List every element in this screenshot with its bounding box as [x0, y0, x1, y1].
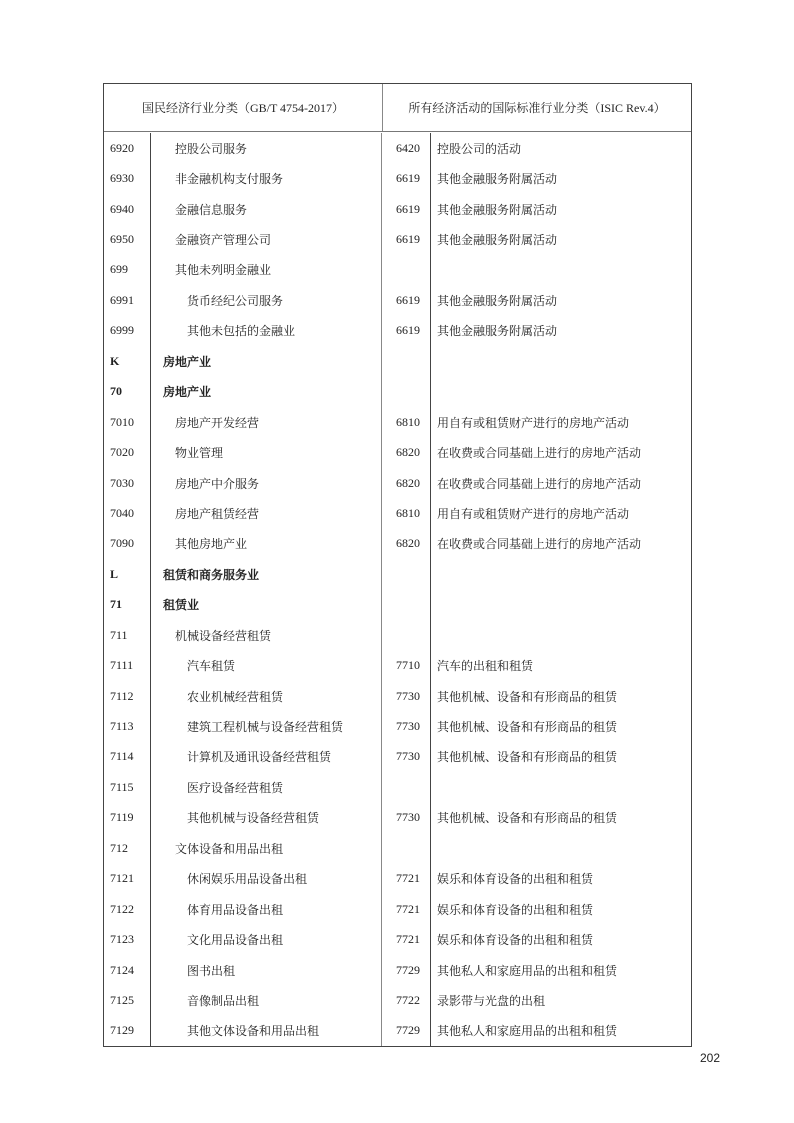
- table-row: [104, 864, 691, 894]
- gbt-name: 其他未包括的金融业: [151, 316, 382, 346]
- isic-description: 在收费或合同基础上进行的房地产活动: [437, 446, 642, 461]
- isic-description: 其他机械、设备和有形商品的租赁: [437, 811, 618, 826]
- table-row: [104, 194, 691, 224]
- isic-code: [382, 590, 431, 620]
- gbt-name: 金融信息服务: [151, 194, 382, 224]
- gbt-code: 7123: [104, 924, 151, 954]
- table-row: [104, 437, 691, 467]
- isic-code: 6820: [382, 468, 431, 498]
- gbt-name: 汽车租赁: [151, 650, 382, 680]
- isic-description: [431, 377, 691, 407]
- table-row: [104, 590, 691, 620]
- table-row: [104, 316, 691, 346]
- gbt-code: L: [104, 559, 151, 589]
- isic-code: 7730: [382, 742, 431, 772]
- isic-code: 6619: [382, 316, 431, 346]
- gbt-code: 71: [104, 590, 151, 620]
- isic-code: 7721: [382, 924, 431, 954]
- isic-description: 在收费或合同基础上进行的房地产活动: [437, 537, 642, 552]
- isic-code: [382, 833, 431, 863]
- gbt-name: 货币经纪公司服务: [151, 285, 382, 315]
- isic-code: 6420: [382, 133, 431, 163]
- isic-code: 6810: [382, 407, 431, 437]
- gbt-code: 6950: [104, 224, 151, 254]
- table-row: [104, 377, 691, 407]
- table-header: [104, 84, 691, 132]
- gbt-code: 7040: [104, 498, 151, 528]
- header-isic: 所有经济活动的国际标准行业分类（ISIC Rev.4）: [408, 101, 666, 115]
- gbt-code: 6999: [104, 316, 151, 346]
- page-number: 202: [700, 1051, 721, 1065]
- gbt-code: 6930: [104, 163, 151, 193]
- gbt-code: 7121: [104, 864, 151, 894]
- gbt-code: 7090: [104, 529, 151, 559]
- isic-description: 其他机械、设备和有形商品的租赁: [437, 689, 618, 704]
- isic-description: 其他金融服务附属活动: [437, 202, 558, 217]
- isic-code: 7730: [382, 681, 431, 711]
- isic-description: [431, 346, 691, 376]
- gbt-code: 6920: [104, 133, 151, 163]
- table-row: [104, 468, 691, 498]
- table-row: [104, 346, 691, 376]
- isic-code: 6820: [382, 529, 431, 559]
- isic-description: 在收费或合同基础上进行的房地产活动: [437, 476, 642, 491]
- table-row: [104, 803, 691, 833]
- gbt-code: 7125: [104, 985, 151, 1015]
- table-row: [104, 924, 691, 954]
- isic-description: 录影带与光盘的出租: [437, 993, 546, 1008]
- isic-code: [382, 255, 431, 285]
- table-row: [104, 955, 691, 985]
- isic-description: [431, 620, 691, 650]
- table-row: [104, 529, 691, 559]
- isic-description: [431, 772, 691, 802]
- gbt-name: 房地产租赁经营: [151, 498, 382, 528]
- table-body: [104, 132, 691, 1046]
- isic-description: [431, 559, 691, 589]
- classification-table: [103, 83, 692, 1047]
- table-row: [104, 133, 691, 163]
- table-row: [104, 1016, 691, 1046]
- gbt-code: 6991: [104, 285, 151, 315]
- gbt-code: 711: [104, 620, 151, 650]
- isic-code: 7730: [382, 711, 431, 741]
- isic-code: 6619: [382, 285, 431, 315]
- isic-description: 用自有或租赁财产进行的房地产活动: [437, 506, 630, 521]
- table-row: [104, 742, 691, 772]
- isic-description: 其他机械、设备和有形商品的租赁: [437, 750, 618, 765]
- table-row: [104, 985, 691, 1015]
- table-row: [104, 681, 691, 711]
- gbt-name: 非金融机构支付服务: [151, 163, 382, 193]
- gbt-name: 房地产中介服务: [151, 468, 382, 498]
- isic-description: 其他私人和家庭用品的出租和租赁: [437, 963, 618, 978]
- gbt-name: 图书出租: [151, 955, 382, 985]
- gbt-name: 控股公司服务: [151, 133, 382, 163]
- gbt-name: 文体设备和用品出租: [151, 833, 382, 863]
- gbt-code: 7030: [104, 468, 151, 498]
- gbt-name: 其他未列明金融业: [151, 255, 382, 285]
- header-gbt: 国民经济行业分类（GB/T 4754-2017）: [104, 84, 383, 131]
- gbt-name: 休闲娱乐用品设备出租: [151, 864, 382, 894]
- gbt-code: K: [104, 346, 151, 376]
- isic-code: [382, 559, 431, 589]
- isic-description: 汽车的出租和租赁: [437, 659, 534, 674]
- isic-description: 其他私人和家庭用品的出租和租赁: [437, 1024, 618, 1039]
- gbt-code: 6940: [104, 194, 151, 224]
- gbt-code: 7124: [104, 955, 151, 985]
- isic-code: 7721: [382, 894, 431, 924]
- gbt-name: 文化用品设备出租: [151, 924, 382, 954]
- table-row: [104, 620, 691, 650]
- gbt-name: 机械设备经营租赁: [151, 620, 382, 650]
- gbt-name: 金融资产管理公司: [151, 224, 382, 254]
- table-row: [104, 255, 691, 285]
- gbt-code: 7115: [104, 772, 151, 802]
- gbt-code: 7119: [104, 803, 151, 833]
- isic-code: 7722: [382, 985, 431, 1015]
- table-row: [104, 498, 691, 528]
- isic-description: 其他金融服务附属活动: [437, 293, 558, 308]
- isic-code: 6619: [382, 163, 431, 193]
- isic-description: 其他机械、设备和有形商品的租赁: [437, 720, 618, 735]
- isic-description: 其他金融服务附属活动: [437, 324, 558, 339]
- gbt-name: 建筑工程机械与设备经营租赁: [151, 711, 382, 741]
- gbt-name: 房地产业: [151, 346, 382, 376]
- isic-description: 其他金融服务附属活动: [437, 172, 558, 187]
- isic-code: 7730: [382, 803, 431, 833]
- gbt-code: 7112: [104, 681, 151, 711]
- gbt-name: 其他文体设备和用品出租: [151, 1016, 382, 1046]
- isic-description: [431, 833, 691, 863]
- gbt-name: 医疗设备经营租赁: [151, 772, 382, 802]
- isic-code: [382, 772, 431, 802]
- table-row: [104, 711, 691, 741]
- isic-description: 娱乐和体育设备的出租和租赁: [437, 902, 594, 917]
- gbt-name: 租赁业: [151, 590, 382, 620]
- gbt-code: 7020: [104, 437, 151, 467]
- table-row: [104, 407, 691, 437]
- gbt-name: 计算机及通讯设备经营租赁: [151, 742, 382, 772]
- isic-description: [431, 255, 691, 285]
- table-row: [104, 285, 691, 315]
- gbt-code: 7122: [104, 894, 151, 924]
- isic-description: 娱乐和体育设备的出租和租赁: [437, 872, 594, 887]
- gbt-code: 7129: [104, 1016, 151, 1046]
- gbt-code: 7114: [104, 742, 151, 772]
- gbt-name: 房地产业: [151, 377, 382, 407]
- gbt-code: 7113: [104, 711, 151, 741]
- gbt-name: 房地产开发经营: [151, 407, 382, 437]
- gbt-code: 712: [104, 833, 151, 863]
- isic-code: 7729: [382, 955, 431, 985]
- isic-description: 用自有或租赁财产进行的房地产活动: [437, 415, 630, 430]
- table-row: [104, 224, 691, 254]
- isic-code: 7721: [382, 864, 431, 894]
- gbt-name: 物业管理: [151, 437, 382, 467]
- table-row: [104, 894, 691, 924]
- isic-code: [382, 377, 431, 407]
- isic-code: 6810: [382, 498, 431, 528]
- gbt-code: 699: [104, 255, 151, 285]
- gbt-code: 70: [104, 377, 151, 407]
- isic-description: 娱乐和体育设备的出租和租赁: [437, 933, 594, 948]
- gbt-name: 农业机械经营租赁: [151, 681, 382, 711]
- table-row: [104, 772, 691, 802]
- gbt-code: 7111: [104, 650, 151, 680]
- table-row: [104, 163, 691, 193]
- gbt-name: 体育用品设备出租: [151, 894, 382, 924]
- isic-code: 7710: [382, 650, 431, 680]
- isic-description: 控股公司的活动: [437, 141, 522, 156]
- isic-code: 6820: [382, 437, 431, 467]
- table-row: [104, 559, 691, 589]
- isic-code: 6619: [382, 224, 431, 254]
- gbt-name: 音像制品出租: [151, 985, 382, 1015]
- gbt-code: 7010: [104, 407, 151, 437]
- isic-code: [382, 620, 431, 650]
- gbt-name: 其他机械与设备经营租赁: [151, 803, 382, 833]
- isic-description: 其他金融服务附属活动: [437, 233, 558, 248]
- gbt-name: 租赁和商务服务业: [151, 559, 382, 589]
- isic-code: 6619: [382, 194, 431, 224]
- gbt-name: 其他房地产业: [151, 529, 382, 559]
- isic-code: [382, 346, 431, 376]
- table-row: [104, 650, 691, 680]
- table-row: [104, 833, 691, 863]
- isic-description: [431, 590, 691, 620]
- isic-code: 7729: [382, 1016, 431, 1046]
